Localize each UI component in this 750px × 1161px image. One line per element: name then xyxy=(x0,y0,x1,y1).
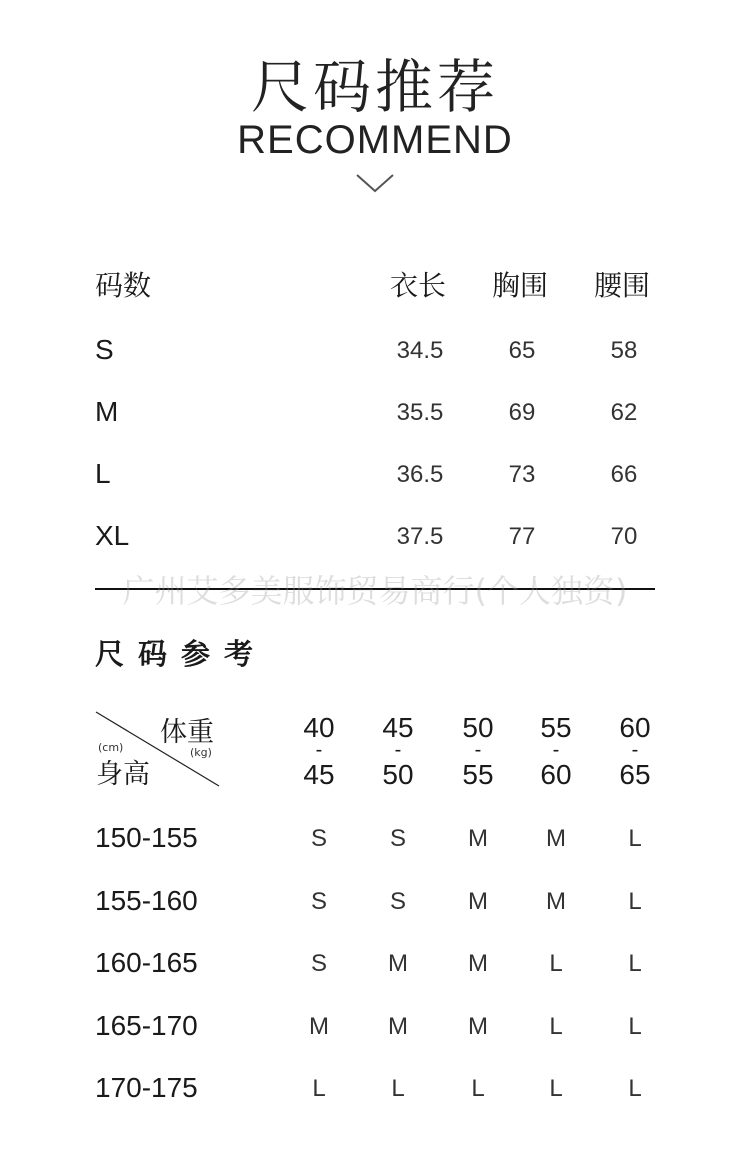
weight-to: 60 xyxy=(540,759,572,790)
weight-range-header xyxy=(443,714,513,789)
weight-from: 55 xyxy=(540,712,572,743)
range-dash: - xyxy=(631,739,639,761)
weight-unit: (kg) xyxy=(190,746,212,759)
size-label: S xyxy=(95,334,114,365)
size-cell: M xyxy=(388,1013,408,1040)
weight-from: 50 xyxy=(462,712,494,743)
weight-range-header xyxy=(600,714,670,789)
size-cell: S xyxy=(310,950,327,977)
size-cell: S xyxy=(389,825,406,852)
size-cell: M xyxy=(309,1013,329,1040)
size-cell: L xyxy=(628,825,642,852)
size-cell: M xyxy=(546,825,566,852)
range-dash: - xyxy=(552,739,560,761)
weight-to: 55 xyxy=(462,759,494,790)
weight-from: 40 xyxy=(303,712,335,743)
chest-value: 65 xyxy=(508,337,536,364)
weight-from: 45 xyxy=(382,712,414,743)
chest-value: 73 xyxy=(508,461,536,488)
length-value: 34.5 xyxy=(396,337,444,364)
chest-value: 69 xyxy=(508,399,536,426)
size-cell: M xyxy=(388,950,408,977)
length-value: 37.5 xyxy=(396,523,444,550)
weight-range-header xyxy=(363,714,433,789)
size-cell: M xyxy=(546,888,566,915)
waist-value: 70 xyxy=(610,523,638,550)
size-cell: M xyxy=(468,825,488,852)
col-header-size: 码数 xyxy=(95,269,152,302)
weight-from: 60 xyxy=(619,712,651,743)
size-cell: L xyxy=(628,1075,642,1102)
waist-value: 66 xyxy=(610,461,638,488)
height-range: 155-160 xyxy=(95,885,198,916)
size-cell: M xyxy=(468,1013,488,1040)
size-cell: M xyxy=(468,950,488,977)
length-value: 35.5 xyxy=(396,399,444,426)
size-label: M xyxy=(95,396,119,427)
watermark: 广州艾多美服饰贸易商行(个人独资) xyxy=(122,572,628,610)
range-dash: - xyxy=(474,739,482,761)
height-range: 160-165 xyxy=(95,947,198,978)
range-dash: - xyxy=(315,739,323,761)
weight-range-header xyxy=(521,714,591,789)
range-dash: - xyxy=(394,739,402,761)
waist-value: 58 xyxy=(610,337,638,364)
size-cell: S xyxy=(310,825,327,852)
size-cell: L xyxy=(471,1075,485,1102)
length-value: 36.5 xyxy=(396,461,444,488)
size-cell: L xyxy=(628,950,642,977)
size-cell: L xyxy=(628,1013,642,1040)
size-cell: L xyxy=(628,888,642,915)
weight-label: 体重 xyxy=(160,717,214,748)
section-title: 尺码参考 xyxy=(95,637,268,671)
height-label: 身高 xyxy=(96,759,150,790)
size-cell: L xyxy=(391,1075,405,1102)
size-cell: S xyxy=(310,888,327,915)
size-cell: L xyxy=(549,1075,563,1102)
weight-to: 45 xyxy=(303,759,335,790)
col-header-chest: 胸围 xyxy=(492,269,549,302)
size-cell: L xyxy=(549,950,563,977)
weight-to: 50 xyxy=(382,759,414,790)
size-label: XL xyxy=(95,520,130,551)
weight-to: 65 xyxy=(619,759,651,790)
col-header-waist: 腰围 xyxy=(594,269,651,302)
chevron-down-icon xyxy=(355,172,395,194)
waist-value: 62 xyxy=(610,399,638,426)
size-label: L xyxy=(95,458,111,489)
height-unit: (cm) xyxy=(98,741,124,754)
height-range: 150-155 xyxy=(95,822,198,853)
chest-value: 77 xyxy=(508,523,536,550)
page-subtitle: RECOMMEND xyxy=(237,118,513,162)
size-cell: S xyxy=(389,888,406,915)
weight-range-header xyxy=(284,714,354,789)
height-range: 170-175 xyxy=(95,1072,198,1103)
size-cell: M xyxy=(468,888,488,915)
height-range: 165-170 xyxy=(95,1010,198,1041)
size-cell: L xyxy=(549,1013,563,1040)
col-header-length: 衣长 xyxy=(390,269,447,302)
page-title: 尺码推荐 xyxy=(250,53,499,121)
size-cell: L xyxy=(312,1075,326,1102)
